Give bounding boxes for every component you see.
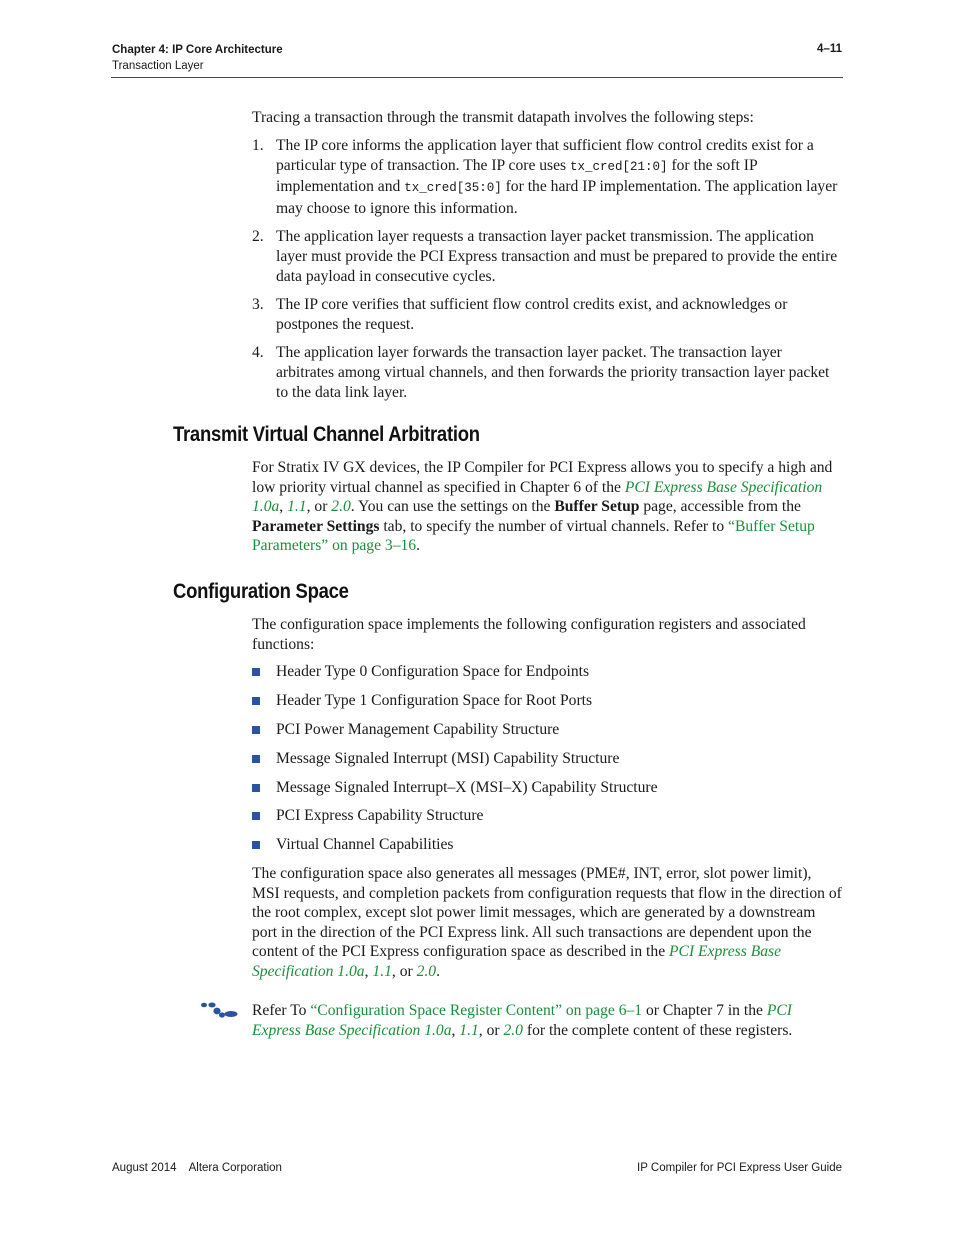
spec-2-0-link[interactable]: 2.0: [416, 962, 437, 980]
step-item: [252, 343, 842, 402]
text: tab, to specify the number of virtual channels. Refer to: [379, 517, 729, 535]
list-item-text: Header Type 1 Configuration Space for Root Ports: [276, 691, 593, 709]
buffer-setup-ref-link[interactable]: “Buffer Setup Parameters” on page 3–16: [252, 517, 815, 555]
config-space-ref-link[interactable]: “Configuration Space Register Content” on page 6–1: [310, 1002, 643, 1019]
step-number: 1.: [252, 137, 264, 154]
list-item: [252, 720, 842, 740]
spec-1-1-link[interactable]: 1.1: [287, 498, 307, 516]
spec-link[interactable]: PCI Express Base Specification 1.0a: [252, 943, 782, 980]
spec-1-1-link[interactable]: 1.1: [372, 962, 392, 980]
running-header: [112, 43, 283, 74]
step-text: The IP core verifies that sufficient flow control credits exist, and acknowledges or postpones the request.: [276, 296, 788, 333]
text: for the complete content of these registers.: [522, 1021, 793, 1039]
list-item-text: Header Type 0 Configuration Space for Endpoints: [276, 663, 590, 680]
list-item: [252, 749, 842, 769]
list-item-text: PCI Power Management Capability Structure: [276, 720, 560, 738]
text: For Stratix IV GX devices, the IP Compiler for PCI Express allows you to specify a high and low priority virtual channel as specified in Chapter 6 of the: [252, 459, 833, 496]
text: or Chapter 7 in the: [642, 1002, 767, 1019]
spec-2-0-link[interactable]: 2.0: [331, 498, 351, 516]
list-item-text: PCI Express Capability Structure: [276, 807, 484, 825]
footer-company: Altera Corporation: [188, 1162, 282, 1174]
step-item: [252, 136, 842, 218]
text: ,: [279, 498, 288, 516]
header-rule: [111, 77, 843, 78]
footer-date: August 2014: [112, 1162, 177, 1174]
list-item: [252, 691, 842, 711]
spec-1-1-link[interactable]: 1.1: [459, 1021, 479, 1039]
code-snippet: tx_cred[35:0]: [404, 181, 502, 196]
footer-guide-title: IP Compiler for PCI Express User Guide: [637, 1162, 842, 1174]
list-item-text: Virtual Channel Capabilities: [276, 836, 454, 854]
step-item: [252, 295, 842, 334]
bullet-square-icon: [252, 841, 260, 849]
note-paragraph: [252, 1001, 842, 1040]
steps-list: [252, 136, 842, 411]
spec-link[interactable]: PCI Express Base Specification 1.0a: [252, 478, 823, 516]
config-space-paragraph: [252, 864, 842, 982]
bullet-square-icon: [252, 784, 260, 792]
list-item-text: Message Signaled Interrupt (MSI) Capability Structure: [276, 749, 620, 767]
text: Refer To: [252, 1002, 311, 1019]
config-bullets: [252, 662, 842, 864]
step-text: for the hard IP implementation. The application layer may choose to ignore this information.: [276, 178, 838, 217]
footer-left: [112, 1162, 282, 1174]
spec-link[interactable]: PCI Express Base Specification 1.0a: [252, 1002, 792, 1039]
bullet-square-icon: [252, 726, 260, 734]
pointing-hand-icon: [200, 1002, 240, 1018]
list-item: [252, 806, 842, 826]
code-snippet: tx_cred[21:0]: [570, 159, 668, 174]
text: , or: [478, 1021, 504, 1039]
section-title: Transaction Layer: [112, 59, 204, 72]
step-number: 3.: [252, 296, 264, 314]
section-heading-config-space: Configuration Space: [173, 580, 349, 603]
step-text: The IP core informs the application layer that sufficient flow control credits exist for a particular type of transaction. The IP core uses: [276, 137, 814, 174]
text: .: [436, 962, 440, 980]
text: The configuration space also generates all messages (PME#, INT, error, slot power limit), MSI requests, and completion packets from configuration requests that flow in the direction of the root complex, except slot power limit messages, which are generated by a downstream port in the direction of the PCI Express link. All such transactions are dependent upon the content of the PCI Express configuration space as described in the: [252, 865, 842, 961]
text: .: [416, 537, 421, 555]
list-item-text: Message Signaled Interrupt–X (MSI–X) Capability Structure: [276, 778, 658, 796]
step-item: [252, 227, 842, 286]
page-number: 4–11: [817, 43, 842, 55]
chapter-title: Chapter 4: IP Core Architecture: [112, 44, 283, 56]
bullet-square-icon: [252, 697, 260, 705]
config-space-intro: The configuration space implements the following configuration registers and associated functions:: [252, 616, 806, 653]
text: , or: [306, 498, 332, 516]
bullet-square-icon: [252, 812, 260, 820]
list-item: [252, 662, 842, 682]
step-text: The application layer forwards the transaction layer packet. The transaction layer arbitrates among virtual channels, and then forwards the priority transaction layer packet to the data link layer.: [276, 344, 830, 401]
list-item: [252, 835, 842, 855]
bullet-square-icon: [252, 668, 260, 676]
text: ,: [451, 1021, 460, 1039]
bold-term: Buffer Setup: [554, 498, 640, 516]
text: ,: [364, 962, 373, 980]
text: . You can use the settings on the: [350, 498, 555, 516]
section-heading-tvca: Transmit Virtual Channel Arbitration: [173, 423, 480, 446]
step-text: for the soft IP implementation and: [276, 156, 758, 196]
intro-paragraph: Tracing a transaction through the transmit datapath involves the following steps:: [252, 109, 754, 126]
step-text: The application layer requests a transaction layer packet transmission. The application layer must provide the PCI Express transaction and must be prepared to provide the entire data payload in consecutive cycles.: [276, 228, 838, 285]
text: , or: [391, 962, 417, 980]
step-number: 4.: [252, 344, 264, 362]
text: page, accessible from the: [639, 498, 801, 516]
step-number: 2.: [252, 228, 264, 246]
bold-term: Parameter Settings: [252, 517, 380, 535]
bullet-square-icon: [252, 755, 260, 763]
list-item: [252, 778, 842, 798]
tvca-paragraph: [252, 458, 842, 556]
spec-2-0-link[interactable]: 2.0: [503, 1021, 523, 1039]
